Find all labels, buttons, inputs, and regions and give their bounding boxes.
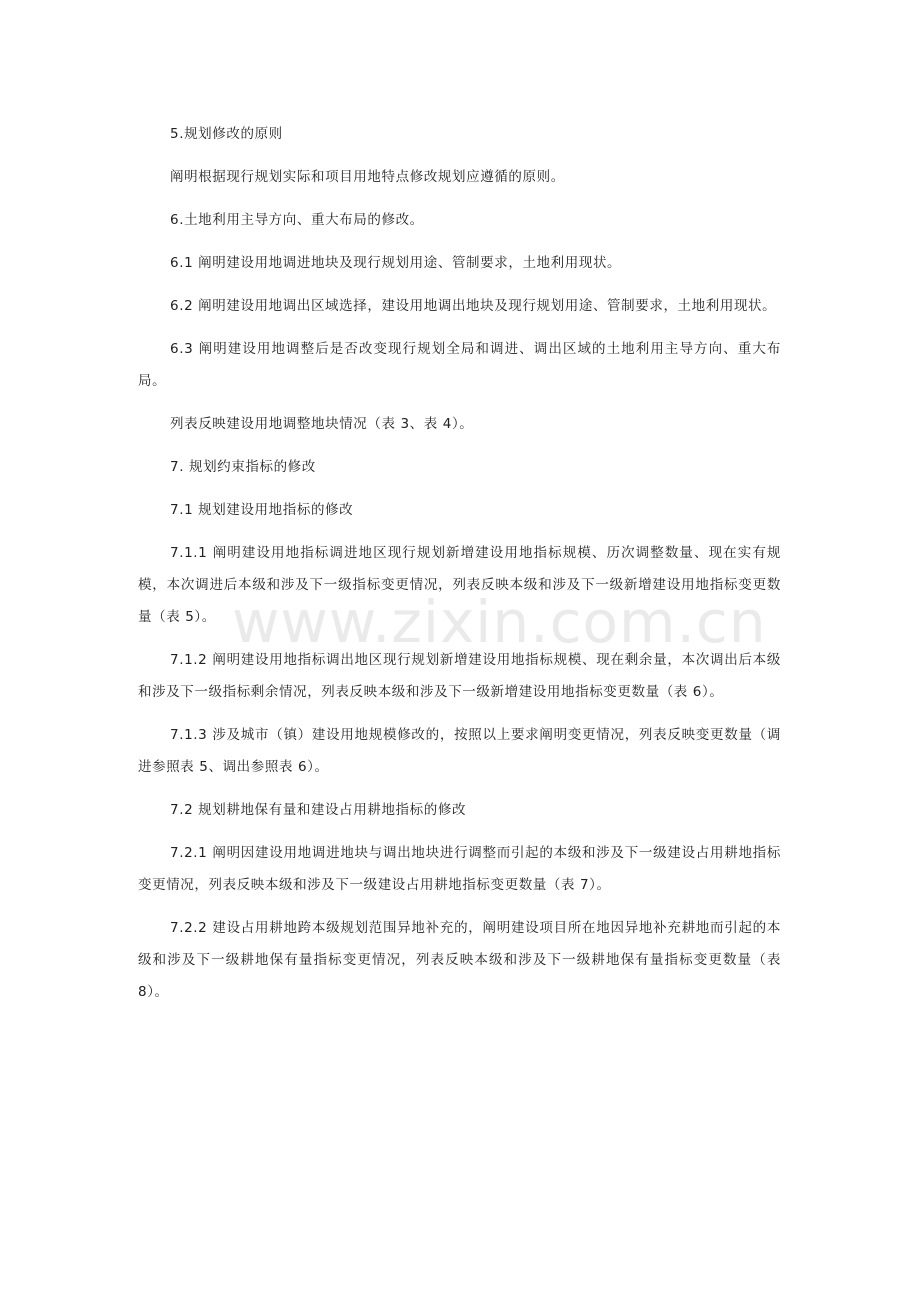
paragraph-6-2: 6.2 阐明建设用地调出区域选择，建设用地调出地块及现行规划用途、管制要求，土地利用现状。 (170, 298, 777, 314)
paragraph-7-2-2: 7.2.2 建设占用耕地跨本级规划范围异地补充的，阐明建设项目所在地因异地补充耕地而引起的本级和涉及下一级耕地保有量指标变更情况，列表反映本级和涉及下一级耕地保有量指标变更数量（表 8）。 (138, 920, 781, 1000)
paragraph-6-1: 6.1 阐明建设用地调进地块及现行规划用途、管制要求，土地利用现状。 (170, 255, 622, 271)
heading-5-principles: 5.规划修改的原则 (170, 126, 283, 142)
watermark: www.zixin.com.cn (232, 588, 767, 656)
heading-7-2: 7.2 规划耕地保有量和建设占用耕地指标的修改 (170, 802, 467, 818)
paragraph-7-1-2: 7.1.2 阐明建设用地指标调出地区现行规划新增建设用地指标规模、现在剩余量，本次调出后本级和涉及下一级指标剩余情况，列表反映本级和涉及下一级新增建设用地指标变更数量（表 6）。 (138, 652, 781, 700)
paragraph-7-1-1: 7.1.1 阐明建设用地指标调进地区现行规划新增建设用地指标规模、历次调整数量、现在实有规模，本次调进后本级和涉及下一级指标变更情况，列表反映本级和涉及下一级新增建设用地指标变更数量（表 5）。 (138, 545, 781, 625)
paragraph-principles: 阐明根据现行规划实际和项目用地特点修改规划应遵循的原则。 (170, 169, 565, 185)
paragraph-table-3-4: 列表反映建设用地调整地块情况（表 3、表 4）。 (170, 416, 474, 432)
heading-7-1: 7.1 规划建设用地指标的修改 (170, 502, 354, 518)
document-body (138, 118, 781, 1008)
paragraph-6-3: 6.3 阐明建设用地调整后是否改变现行规划全局和调进、调出区域的土地利用主导方向、重大布局。 (138, 341, 781, 389)
heading-6-land-use-direction: 6.土地利用主导方向、重大布局的修改。 (170, 212, 424, 228)
heading-7-constraint-indicators: 7. 规划约束指标的修改 (170, 459, 316, 475)
paragraph-7-1-3: 7.1.3 涉及城市（镇）建设用地规模修改的，按照以上要求阐明变更情况，列表反映变更数量（调进参照表 5、调出参照表 6）。 (138, 727, 781, 775)
paragraph-7-2-1: 7.2.1 阐明因建设用地调进地块与调出地块进行调整而引起的本级和涉及下一级建设占用耕地指标变更情况，列表反映本级和涉及下一级建设占用耕地指标变更数量（表 7）。 (138, 845, 781, 893)
